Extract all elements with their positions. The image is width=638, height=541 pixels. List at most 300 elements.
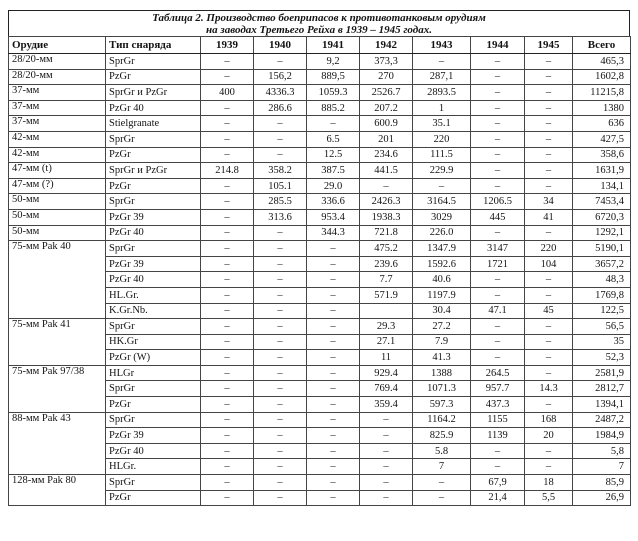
- column-header: 1941: [307, 37, 360, 54]
- total-cell: 35: [573, 334, 631, 350]
- year-value-cell: –: [254, 397, 307, 413]
- year-value-cell: –: [525, 443, 573, 459]
- year-value-cell: 234.6: [360, 147, 413, 163]
- weapon-cell: 75-мм Pak 41: [9, 319, 106, 366]
- year-value-cell: 929.4: [360, 365, 413, 381]
- year-value-cell: 387.5: [307, 163, 360, 179]
- year-value-cell: 313.6: [254, 209, 307, 225]
- year-value-cell: –: [254, 412, 307, 428]
- year-value-cell: –: [471, 131, 525, 147]
- shell-type-cell: PzGr: [106, 397, 201, 413]
- year-value-cell: 344.3: [307, 225, 360, 241]
- year-value-cell: –: [360, 459, 413, 475]
- year-value-cell: –: [525, 225, 573, 241]
- year-value-cell: –: [307, 412, 360, 428]
- year-value-cell: –: [413, 54, 471, 70]
- shell-type-cell: SprGr: [106, 131, 201, 147]
- weapon-cell: 75-мм Pak 40: [9, 241, 106, 319]
- year-value-cell: –: [254, 490, 307, 506]
- year-value-cell: 214.8: [201, 163, 254, 179]
- year-value-cell: –: [525, 178, 573, 194]
- year-value-cell: 721.8: [360, 225, 413, 241]
- total-cell: 2812,7: [573, 381, 631, 397]
- year-value-cell: –: [254, 334, 307, 350]
- table-row: [9, 147, 631, 163]
- year-value-cell: 5,5: [525, 490, 573, 506]
- year-value-cell: –: [471, 178, 525, 194]
- column-header: 1945: [525, 37, 573, 54]
- year-value-cell: –: [201, 303, 254, 319]
- shell-type-cell: PzGr 40: [106, 100, 201, 116]
- year-value-cell: 1347.9: [413, 241, 471, 257]
- shell-type-cell: SprGr: [106, 319, 201, 335]
- year-value-cell: –: [525, 397, 573, 413]
- weapon-cell: 28/20-мм: [9, 69, 106, 85]
- total-cell: 1394,1: [573, 397, 631, 413]
- table-row: [9, 178, 631, 194]
- year-value-cell: 953.4: [307, 209, 360, 225]
- year-value-cell: 358.2: [254, 163, 307, 179]
- year-value-cell: –: [254, 131, 307, 147]
- year-value-cell: –: [201, 365, 254, 381]
- shell-type-cell: HL.Gr.: [106, 287, 201, 303]
- year-value-cell: 957.7: [471, 381, 525, 397]
- shell-type-cell: PzGr: [106, 147, 201, 163]
- year-value-cell: –: [525, 163, 573, 179]
- shell-type-cell: PzGr 39: [106, 209, 201, 225]
- year-value-cell: 1155: [471, 412, 525, 428]
- year-value-cell: 34: [525, 194, 573, 210]
- year-value-cell: 285.5: [254, 194, 307, 210]
- year-value-cell: 3164.5: [413, 194, 471, 210]
- year-value-cell: 286.6: [254, 100, 307, 116]
- column-header: Всего: [573, 37, 631, 54]
- table-row: [9, 100, 631, 116]
- year-value-cell: –: [201, 147, 254, 163]
- year-value-cell: 1139: [471, 428, 525, 444]
- year-value-cell: 168: [525, 412, 573, 428]
- total-cell: 5190,1: [573, 241, 631, 257]
- year-value-cell: 571.9: [360, 287, 413, 303]
- year-value-cell: –: [254, 443, 307, 459]
- year-value-cell: 400: [201, 85, 254, 101]
- year-value-cell: 1206.5: [471, 194, 525, 210]
- year-value-cell: –: [254, 428, 307, 444]
- year-value-cell: 67,9: [471, 475, 525, 491]
- year-value-cell: 40.6: [413, 272, 471, 288]
- year-value-cell: –: [360, 490, 413, 506]
- year-value-cell: 270: [360, 69, 413, 85]
- year-value-cell: –: [471, 334, 525, 350]
- table-row: [9, 69, 631, 85]
- year-value-cell: –: [307, 334, 360, 350]
- year-value-cell: –: [254, 225, 307, 241]
- year-value-cell: –: [413, 178, 471, 194]
- year-value-cell: –: [525, 350, 573, 366]
- year-value-cell: –: [254, 350, 307, 366]
- year-value-cell: –: [471, 287, 525, 303]
- year-value-cell: –: [201, 490, 254, 506]
- year-value-cell: –: [201, 319, 254, 335]
- caption-line-2: на заводах Третьего Рейха в 1939 – 1945 годах.: [206, 24, 432, 36]
- year-value-cell: –: [525, 116, 573, 132]
- table-row: [9, 54, 631, 70]
- year-value-cell: –: [201, 209, 254, 225]
- year-value-cell: –: [307, 116, 360, 132]
- year-value-cell: –: [254, 459, 307, 475]
- total-cell: 11215,8: [573, 85, 631, 101]
- year-value-cell: 373,3: [360, 54, 413, 70]
- year-value-cell: –: [525, 272, 573, 288]
- year-value-cell: 2526.7: [360, 85, 413, 101]
- table-row: [9, 475, 631, 491]
- year-value-cell: [360, 303, 413, 319]
- year-value-cell: –: [254, 241, 307, 257]
- year-value-cell: –: [201, 241, 254, 257]
- year-value-cell: –: [360, 178, 413, 194]
- shell-type-cell: SprGr и PzGr: [106, 85, 201, 101]
- year-value-cell: 825.9: [413, 428, 471, 444]
- weapon-cell: 75-мм Pak 97/38: [9, 365, 106, 412]
- year-value-cell: 2426.3: [360, 194, 413, 210]
- year-value-cell: –: [471, 350, 525, 366]
- column-header: Тип снаряда: [106, 37, 201, 54]
- year-value-cell: –: [254, 381, 307, 397]
- year-value-cell: 437.3: [471, 397, 525, 413]
- year-value-cell: 287,1: [413, 69, 471, 85]
- shell-type-cell: HK.Gr: [106, 334, 201, 350]
- year-value-cell: 27.1: [360, 334, 413, 350]
- year-value-cell: 18: [525, 475, 573, 491]
- year-value-cell: –: [201, 178, 254, 194]
- year-value-cell: 7: [413, 459, 471, 475]
- table-row: [9, 131, 631, 147]
- year-value-cell: 5.8: [413, 443, 471, 459]
- year-value-cell: –: [360, 475, 413, 491]
- year-value-cell: –: [201, 397, 254, 413]
- shell-type-cell: PzGr: [106, 178, 201, 194]
- year-value-cell: –: [254, 116, 307, 132]
- year-value-cell: –: [471, 459, 525, 475]
- year-value-cell: 2893.5: [413, 85, 471, 101]
- year-value-cell: 11: [360, 350, 413, 366]
- year-value-cell: –: [360, 443, 413, 459]
- year-value-cell: 1388: [413, 365, 471, 381]
- shell-type-cell: HLGr.: [106, 459, 201, 475]
- year-value-cell: 336.6: [307, 194, 360, 210]
- year-value-cell: –: [525, 365, 573, 381]
- year-value-cell: –: [525, 54, 573, 70]
- year-value-cell: –: [201, 443, 254, 459]
- total-cell: 1292,1: [573, 225, 631, 241]
- shell-type-cell: SprGr и PzGr: [106, 163, 201, 179]
- table-row: [9, 163, 631, 179]
- year-value-cell: 220: [525, 241, 573, 257]
- shell-type-cell: PzGr 39: [106, 428, 201, 444]
- year-value-cell: –: [307, 459, 360, 475]
- table-row: [9, 209, 631, 225]
- weapon-cell: 37-мм: [9, 116, 106, 132]
- table-body: [9, 54, 631, 506]
- year-value-cell: 226.0: [413, 225, 471, 241]
- column-header: 1939: [201, 37, 254, 54]
- total-cell: 2581,9: [573, 365, 631, 381]
- column-header: Орудие: [9, 37, 106, 54]
- total-cell: 3657,2: [573, 256, 631, 272]
- total-cell: 358,6: [573, 147, 631, 163]
- shell-type-cell: SprGr: [106, 54, 201, 70]
- year-value-cell: –: [307, 365, 360, 381]
- year-value-cell: 239.6: [360, 256, 413, 272]
- shell-type-cell: SprGr: [106, 412, 201, 428]
- year-value-cell: –: [525, 100, 573, 116]
- year-value-cell: –: [201, 54, 254, 70]
- total-cell: 1380: [573, 100, 631, 116]
- year-value-cell: –: [307, 443, 360, 459]
- table-caption: [8, 10, 630, 36]
- shell-type-cell: K.Gr.Nb.: [106, 303, 201, 319]
- year-value-cell: –: [201, 116, 254, 132]
- shell-type-cell: HLGr: [106, 365, 201, 381]
- year-value-cell: 1721: [471, 256, 525, 272]
- year-value-cell: 12.5: [307, 147, 360, 163]
- year-value-cell: 35.1: [413, 116, 471, 132]
- ammunition-production-table: [8, 36, 631, 506]
- year-value-cell: –: [471, 163, 525, 179]
- year-value-cell: –: [525, 334, 573, 350]
- weapon-cell: 28/20-мм: [9, 54, 106, 70]
- year-value-cell: 1071.3: [413, 381, 471, 397]
- year-value-cell: 156,2: [254, 69, 307, 85]
- year-value-cell: –: [201, 350, 254, 366]
- shell-type-cell: PzGr 40: [106, 443, 201, 459]
- year-value-cell: –: [307, 241, 360, 257]
- year-value-cell: –: [525, 459, 573, 475]
- year-value-cell: –: [360, 412, 413, 428]
- year-value-cell: 47.1: [471, 303, 525, 319]
- year-value-cell: 104: [525, 256, 573, 272]
- year-value-cell: 1059.3: [307, 85, 360, 101]
- year-value-cell: 3029: [413, 209, 471, 225]
- year-value-cell: 600.9: [360, 116, 413, 132]
- year-value-cell: 30.4: [413, 303, 471, 319]
- year-value-cell: –: [254, 147, 307, 163]
- year-value-cell: 21,4: [471, 490, 525, 506]
- weapon-cell: 37-мм: [9, 100, 106, 116]
- shell-type-cell: PzGr (W): [106, 350, 201, 366]
- weapon-cell: 50-мм: [9, 194, 106, 210]
- year-value-cell: 885.2: [307, 100, 360, 116]
- year-value-cell: 29.0: [307, 178, 360, 194]
- year-value-cell: –: [307, 287, 360, 303]
- year-value-cell: –: [201, 256, 254, 272]
- year-value-cell: 27.2: [413, 319, 471, 335]
- year-value-cell: –: [360, 428, 413, 444]
- total-cell: 465,3: [573, 54, 631, 70]
- year-value-cell: –: [307, 475, 360, 491]
- shell-type-cell: PzGr: [106, 490, 201, 506]
- year-value-cell: 6.5: [307, 131, 360, 147]
- year-value-cell: 14.3: [525, 381, 573, 397]
- year-value-cell: –: [201, 475, 254, 491]
- year-value-cell: –: [471, 319, 525, 335]
- total-cell: 52,3: [573, 350, 631, 366]
- column-header: 1942: [360, 37, 413, 54]
- year-value-cell: 29.3: [360, 319, 413, 335]
- year-value-cell: –: [254, 319, 307, 335]
- shell-type-cell: Stielgranate: [106, 116, 201, 132]
- year-value-cell: –: [307, 303, 360, 319]
- weapon-cell: 47-мм (?): [9, 178, 106, 194]
- total-cell: 48,3: [573, 272, 631, 288]
- year-value-cell: –: [471, 116, 525, 132]
- total-cell: 636: [573, 116, 631, 132]
- year-value-cell: –: [254, 256, 307, 272]
- year-value-cell: –: [307, 397, 360, 413]
- total-cell: 427,5: [573, 131, 631, 147]
- year-value-cell: –: [525, 85, 573, 101]
- shell-type-cell: PzGr: [106, 69, 201, 85]
- year-value-cell: 889,5: [307, 69, 360, 85]
- year-value-cell: –: [525, 69, 573, 85]
- year-value-cell: –: [525, 287, 573, 303]
- year-value-cell: –: [201, 100, 254, 116]
- year-value-cell: –: [307, 319, 360, 335]
- total-cell: 122,5: [573, 303, 631, 319]
- year-value-cell: –: [307, 350, 360, 366]
- year-value-cell: 105.1: [254, 178, 307, 194]
- table-row: [9, 116, 631, 132]
- total-cell: 85,9: [573, 475, 631, 491]
- year-value-cell: 41: [525, 209, 573, 225]
- year-value-cell: 9,2: [307, 54, 360, 70]
- total-cell: 2487,2: [573, 412, 631, 428]
- year-value-cell: 1592.6: [413, 256, 471, 272]
- column-header: 1943: [413, 37, 471, 54]
- shell-type-cell: PzGr 40: [106, 225, 201, 241]
- weapon-cell: 88-мм Pak 43: [9, 412, 106, 474]
- shell-type-cell: PzGr 39: [106, 256, 201, 272]
- column-header: 1944: [471, 37, 525, 54]
- year-value-cell: 1: [413, 100, 471, 116]
- year-value-cell: –: [201, 225, 254, 241]
- caption-line-1: Таблица 2. Производство боеприпасов к противотанковым орудиям: [152, 12, 486, 24]
- year-value-cell: 1197.9: [413, 287, 471, 303]
- year-value-cell: –: [413, 475, 471, 491]
- year-value-cell: 1164.2: [413, 412, 471, 428]
- year-value-cell: 769.4: [360, 381, 413, 397]
- shell-type-cell: PzGr 40: [106, 272, 201, 288]
- total-cell: 1631,9: [573, 163, 631, 179]
- year-value-cell: 597.3: [413, 397, 471, 413]
- year-value-cell: 359.4: [360, 397, 413, 413]
- table-row: [9, 241, 631, 257]
- weapon-cell: 50-мм: [9, 209, 106, 225]
- year-value-cell: 264.5: [471, 365, 525, 381]
- table-row: [9, 225, 631, 241]
- year-value-cell: –: [201, 412, 254, 428]
- weapon-cell: 37-мм: [9, 85, 106, 101]
- year-value-cell: –: [254, 303, 307, 319]
- total-cell: 7453,4: [573, 194, 631, 210]
- year-value-cell: –: [201, 287, 254, 303]
- total-cell: 56,5: [573, 319, 631, 335]
- year-value-cell: –: [201, 131, 254, 147]
- year-value-cell: 1938.3: [360, 209, 413, 225]
- table-document: [8, 10, 630, 506]
- total-cell: 6720,3: [573, 209, 631, 225]
- table-row: [9, 365, 631, 381]
- table-row: [9, 194, 631, 210]
- year-value-cell: –: [471, 147, 525, 163]
- header-row: [9, 37, 631, 54]
- total-cell: 1769,8: [573, 287, 631, 303]
- year-value-cell: –: [254, 54, 307, 70]
- year-value-cell: 445: [471, 209, 525, 225]
- total-cell: 1602,8: [573, 69, 631, 85]
- shell-type-cell: SprGr: [106, 381, 201, 397]
- year-value-cell: –: [471, 85, 525, 101]
- total-cell: 1984,9: [573, 428, 631, 444]
- year-value-cell: –: [201, 334, 254, 350]
- year-value-cell: 4336.3: [254, 85, 307, 101]
- year-value-cell: –: [254, 272, 307, 288]
- year-value-cell: –: [307, 256, 360, 272]
- weapon-cell: 42-мм: [9, 147, 106, 163]
- year-value-cell: –: [201, 272, 254, 288]
- year-value-cell: 475.2: [360, 241, 413, 257]
- year-value-cell: –: [525, 131, 573, 147]
- year-value-cell: 111.5: [413, 147, 471, 163]
- weapon-cell: 42-мм: [9, 131, 106, 147]
- year-value-cell: 20: [525, 428, 573, 444]
- year-value-cell: 220: [413, 131, 471, 147]
- year-value-cell: 201: [360, 131, 413, 147]
- year-value-cell: –: [307, 381, 360, 397]
- table-row: [9, 319, 631, 335]
- year-value-cell: –: [413, 490, 471, 506]
- weapon-cell: 47-мм (t): [9, 163, 106, 179]
- year-value-cell: –: [471, 69, 525, 85]
- year-value-cell: –: [201, 428, 254, 444]
- year-value-cell: 7.9: [413, 334, 471, 350]
- year-value-cell: –: [201, 194, 254, 210]
- column-header: 1940: [254, 37, 307, 54]
- year-value-cell: –: [471, 272, 525, 288]
- total-cell: 5,8: [573, 443, 631, 459]
- year-value-cell: –: [525, 147, 573, 163]
- year-value-cell: 207.2: [360, 100, 413, 116]
- total-cell: 134,1: [573, 178, 631, 194]
- year-value-cell: 3147: [471, 241, 525, 257]
- shell-type-cell: SprGr: [106, 475, 201, 491]
- weapon-cell: 50-мм: [9, 225, 106, 241]
- year-value-cell: 229.9: [413, 163, 471, 179]
- year-value-cell: –: [471, 225, 525, 241]
- year-value-cell: –: [201, 459, 254, 475]
- year-value-cell: –: [254, 287, 307, 303]
- total-cell: 7: [573, 459, 631, 475]
- total-cell: 26,9: [573, 490, 631, 506]
- table-row: [9, 412, 631, 428]
- table-row: [9, 85, 631, 101]
- weapon-cell: 128-мм Pak 80: [9, 475, 106, 506]
- year-value-cell: –: [471, 54, 525, 70]
- year-value-cell: –: [307, 490, 360, 506]
- shell-type-cell: SprGr: [106, 241, 201, 257]
- year-value-cell: –: [525, 319, 573, 335]
- year-value-cell: –: [201, 69, 254, 85]
